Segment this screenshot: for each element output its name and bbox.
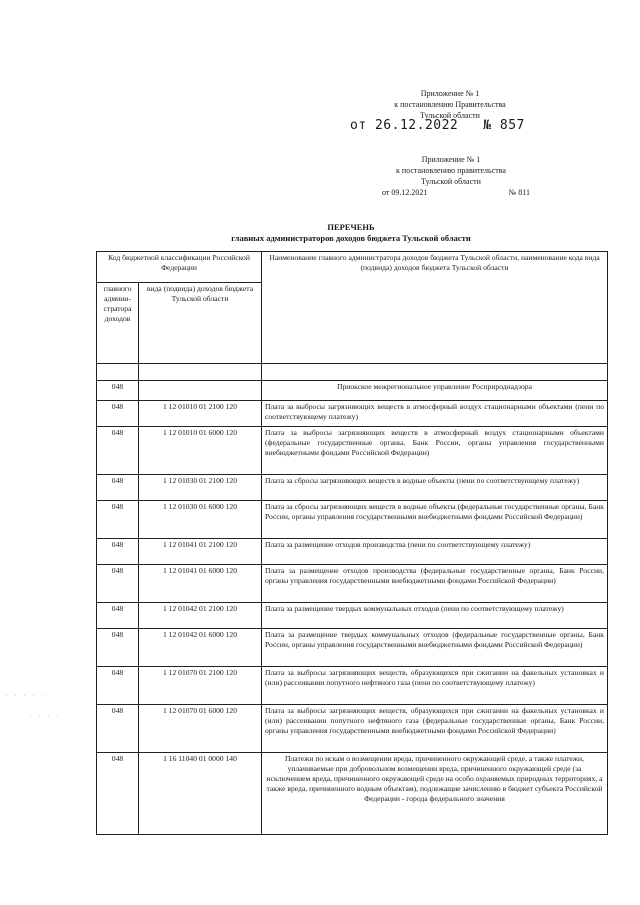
header-code-cell: Код бюджетной классификации Российской Федерации [97, 252, 262, 283]
blank-cell [262, 364, 608, 381]
annex-header-current [360, 88, 540, 121]
scan-noise-mark: . . . . . [6, 692, 47, 698]
annex-label: Приложение № 1 [420, 89, 480, 98]
admin-code-cell: 048 [97, 705, 139, 753]
revenue-kind-code-cell: 1 12 01070 01 2100 120 [139, 667, 262, 705]
revenue-name-cell: Плата за размещение отходов производства (пени по соответствующему платежу) [262, 539, 608, 565]
revenue-name-cell: Плата за размещение твердых коммунальных отходов (федеральные государственные органы, Банк России, органы управления государственными внебюджетными фондами Российской Федерации) [262, 629, 608, 667]
admin-code-cell: 048 [97, 667, 139, 705]
admin-code-cell: 048 [97, 427, 139, 475]
title-line-1: ПЕРЕЧЕНЬ [327, 222, 375, 232]
revenue-kind-code-cell: 1 12 01070 01 6000 120 [139, 705, 262, 753]
revenue-name-cell: Плата за размещение твердых коммунальных отходов (пени по соответствующему платежу) [262, 603, 608, 629]
table-row [97, 501, 608, 539]
revenue-name-cell: Плата за сбросы загрязняющих веществ в водные объекты (федеральные государственные органы, Банк России, органы управления государственными внебюджетными фондами Российской Федерации) [262, 501, 608, 539]
revenue-kind-code-cell: 1 12 01030 01 6000 120 [139, 501, 262, 539]
revenue-name-cell: Плата за выбросы загрязняющих веществ, образующихся при сжигании на факельных установках и (или) рассеивании попутного нефтяного газа (пени по соответствующему платежу) [262, 667, 608, 705]
scan-noise-mark: . . . . [30, 712, 62, 718]
revenue-kind-code-cell: 1 12 01042 01 2100 120 [139, 603, 262, 629]
admin-code-cell: 048 [97, 629, 139, 667]
revenue-name-cell: Плата за размещение отходов производства (федеральные государственные органы, Банк России, органы управления государственными внебюджетными фондами Российской Федерации) [262, 565, 608, 603]
admin-code-cell: 048 [97, 539, 139, 565]
blank-row [97, 364, 608, 381]
table-row [97, 667, 608, 705]
table-row [97, 427, 608, 475]
decree-date-number: от 26.12.2022 № 857 [350, 118, 525, 133]
revenue-kind-code-cell: 1 12 01041 01 6000 120 [139, 565, 262, 603]
header-name-cell: Наименование главного администратора доходов бюджета Тульской области, наименование кода вида (подвида) доходов бюджета Тульской области [262, 252, 608, 364]
admin-code-cell: 048 [97, 603, 139, 629]
table-row [97, 565, 608, 603]
revenue-name-cell: Плата за выбросы загрязняющих веществ, образующихся при сжигании на факельных установках и (или) рассеивании попутного нефтяного газа (федеральные государственные органы, Банк России, органы управления государственными внебюджетными фондами Российской Федерации) [262, 705, 608, 753]
table-row [97, 475, 608, 501]
admin-code-cell: 048 [97, 753, 139, 835]
admin-code-cell: 048 [97, 381, 139, 401]
revenue-name-cell: Плата за выбросы загрязняющих веществ в атмосферный воздух стационарными объектами (федеральные государственные органы, Банк России, органы управления государственными внебюджетными фондами Российской Федерации) [262, 427, 608, 475]
table-row [97, 603, 608, 629]
admin-code-cell: 048 [97, 565, 139, 603]
blank-cell [139, 364, 262, 381]
revenue-name-cell: Платежи по искам о возмещении вреда, причиненного окружающей среде, а также платежи, уплачиваемые при добровольном возмещении вреда, причиненного окружающей среде (за исключением вреда, причиненного окружающей среде на особо охраняемых природных территориях, а также вреда, причиненного водным объектам), подлежащие зачислению в бюджет субъекта Российской Федерации - города федерального значения [262, 753, 608, 835]
revenue-kind-code-cell: 1 16 11040 01 0000 140 [139, 753, 262, 835]
admin-code-cell: 048 [97, 475, 139, 501]
previous-decree-number: № 811 [508, 188, 530, 197]
admin-code-cell: 048 [97, 401, 139, 427]
table-row [97, 401, 608, 427]
revenue-kind-code-cell: 1 12 01030 01 2100 120 [139, 475, 262, 501]
blank-cell [97, 364, 139, 381]
document-title [96, 222, 606, 244]
annex-region-previous: Тульской области [421, 177, 481, 186]
revenue-kind-code-cell: 1 12 01041 01 2100 120 [139, 539, 262, 565]
annex-header-previous [358, 154, 544, 198]
revenue-administrators-table [96, 251, 608, 835]
revenue-name-cell: Плата за сбросы загрязняющих веществ в водные объекты (пени по соответствующему платежу) [262, 475, 608, 501]
table-row [97, 753, 608, 835]
annex-label-previous: Приложение № 1 [421, 155, 481, 164]
header-kind-cell: вида (подвида) доходов бюджета Тульской области [139, 283, 262, 364]
table-row [97, 539, 608, 565]
previous-decree-date: от 09.12.2021 [382, 188, 428, 197]
revenue-kind-code-cell: 1 12 01042 01 6000 120 [139, 629, 262, 667]
admin-code-cell: 048 [97, 501, 139, 539]
table-header-row [97, 252, 608, 283]
revenue-kind-code-cell: 1 12 01010 01 6000 120 [139, 427, 262, 475]
previous-decree-line [358, 187, 544, 198]
revenue-kind-code-cell [139, 381, 262, 401]
table-row [97, 705, 608, 753]
annex-decree-ref: к постановлению Правительства [394, 100, 506, 109]
header-admin-cell: главного админи-стратора доходов [97, 283, 139, 364]
table-row [97, 381, 608, 401]
annex-region: Тульской области [420, 111, 480, 120]
revenue-name-cell: Плата за выбросы загрязняющих веществ в атмосферный воздух стационарными объектами (пени по соответствующему платежу) [262, 401, 608, 427]
revenue-kind-code-cell: 1 12 01010 01 2100 120 [139, 401, 262, 427]
revenue-name-cell: Приокское межрегиональное управление Росприроднадзора [262, 381, 608, 401]
annex-decree-ref-previous: к постановлению правительства [396, 166, 506, 175]
title-line-2: главных администраторов доходов бюджета Тульской области [231, 233, 471, 243]
table-row [97, 629, 608, 667]
